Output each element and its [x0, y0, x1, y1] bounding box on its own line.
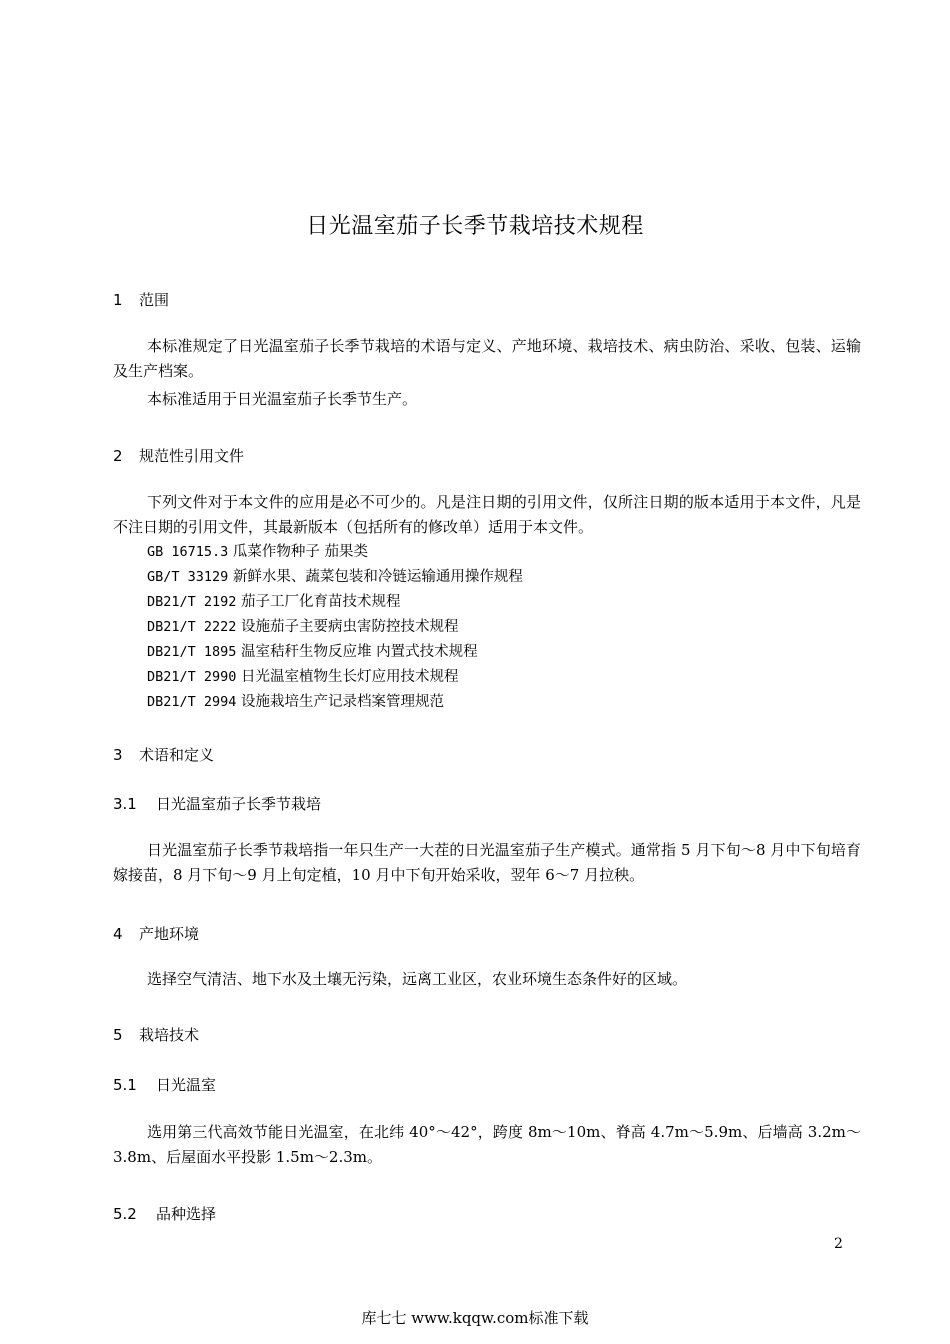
section-5-heading [113, 1024, 199, 1045]
subsection-title: 日光温室茄子长季节栽培 [156, 795, 322, 813]
section-1-paragraph-1: 本标准规定了日光温室茄子长季节栽培的术语与定义、产地环境、栽培技术、病虫防治、采收、包装、运输及生产档案。 [113, 337, 861, 380]
reference-code: DB21/T 2994 [147, 694, 237, 710]
reference-title: 温室秸秆生物反应堆 内置式技术规程 [241, 644, 478, 660]
section-title: 产地环境 [139, 925, 200, 943]
section-number: 3 [113, 746, 123, 764]
reference-code: DB21/T 1895 [147, 644, 237, 660]
section-number: 2 [113, 447, 123, 465]
section-4-paragraph-1: 选择空气清洁、地下水及土壤无污染，远离工业区，农业环境生态条件好的区域。 [147, 970, 688, 988]
section-3-1-paragraph-1: 日光温室茄子长季节栽培指一年只生产一大茬的日光温室茄子生产模式。通常指 5 月下旬～8 月中下旬培育嫁接苗，8 月下旬～9 月上旬定植，10 月中下旬开始采收，翌年 6～7 月拉秧。 [113, 841, 861, 884]
section-5-1-heading [113, 1074, 216, 1095]
section-3-1-heading [113, 793, 321, 814]
section-5-2-heading [113, 1203, 216, 1224]
section-title: 栽培技术 [139, 1026, 200, 1044]
subsection-number: 5.2 [113, 1205, 137, 1223]
reference-code: DB21/T 2990 [147, 669, 237, 685]
reference-code: GB/T 33129 [147, 569, 229, 585]
section-2-paragraph-1: 下列文件对于本文件的应用是必不可少的。凡是注日期的引用文件，仅所注日期的版本适用于本文件，凡是不注日期的引用文件，其最新版本（包括所有的修改单）适用于本文件。 [113, 493, 861, 536]
section-title: 术语和定义 [139, 746, 215, 764]
reference-item [147, 640, 478, 665]
reference-title: 茄子工厂化育苗技术规程 [241, 594, 401, 610]
reference-item [147, 540, 368, 565]
reference-title: 设施茄子主要病虫害防控技术规程 [241, 619, 459, 635]
subsection-title: 品种选择 [156, 1205, 217, 1223]
reference-item [147, 690, 444, 715]
section-number: 1 [113, 291, 123, 309]
reference-item [147, 590, 401, 615]
section-number: 4 [113, 925, 123, 943]
footer-watermark: 库七七 www.kqqw.com标准下载 [361, 1309, 589, 1327]
reference-code: GB 16715.3 [147, 544, 229, 560]
section-1-paragraph-2: 本标准适用于日光温室茄子长季节生产。 [147, 390, 418, 408]
reference-title: 日光温室植物生长灯应用技术规程 [241, 669, 459, 685]
subsection-number: 5.1 [113, 1076, 137, 1094]
section-1-heading [113, 289, 169, 310]
section-5-1-paragraph-1: 选用第三代高效节能日光温室，在北纬 40°～42°，跨度 8m～10m、脊高 4.7m～5.9m、后墙高 3.2m～3.8m、后屋面水平投影 1.5m～2.3m。 [113, 1123, 861, 1166]
section-title: 规范性引用文件 [139, 447, 245, 465]
section-number: 5 [113, 1026, 123, 1044]
page-number: 2 [834, 1236, 843, 1252]
section-3-heading [113, 744, 214, 765]
reference-title: 设施栽培生产记录档案管理规范 [241, 694, 445, 710]
document-title: 日光温室茄子长季节栽培技术规程 [306, 214, 644, 239]
section-2-heading [113, 445, 244, 466]
reference-item [147, 565, 523, 590]
reference-item [147, 615, 459, 640]
reference-item [147, 665, 459, 690]
section-4-heading [113, 923, 199, 944]
reference-code: DB21/T 2192 [147, 594, 237, 610]
section-title: 范围 [139, 291, 170, 309]
reference-title: 瓜菜作物种子 茄果类 [232, 544, 368, 560]
reference-title: 新鲜水果、蔬菜包装和冷链运输通用操作规程 [232, 569, 523, 585]
subsection-number: 3.1 [113, 795, 137, 813]
subsection-title: 日光温室 [156, 1076, 217, 1094]
reference-code: DB21/T 2222 [147, 619, 237, 635]
